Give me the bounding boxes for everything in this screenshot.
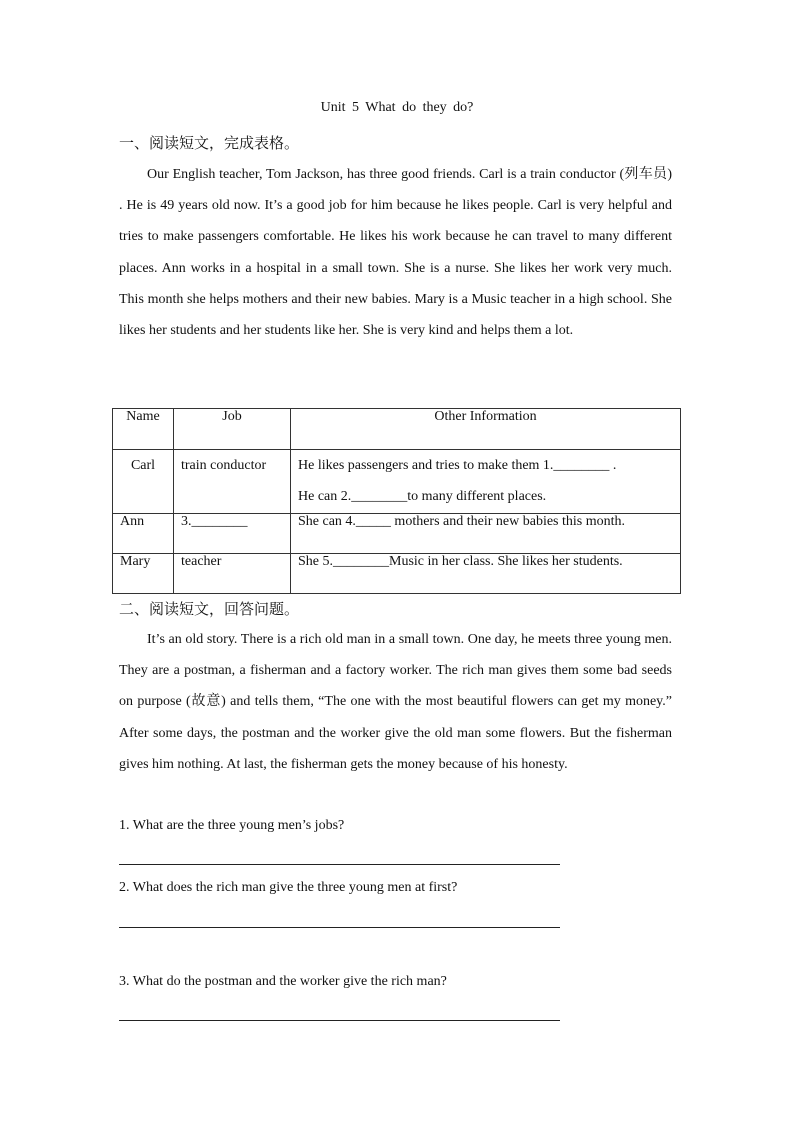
section2-passage: It’s an old story. There is a rich old man in a small town. One day, he meets three young men. They are a postman, a fisherman and a factory worker. The rich man gives them some bad seeds on purpose (故意) and tells them, “The one with the most beautiful flowers can get my money.” After some days, the postman and the worker give the old man some flowers. But the fisherman gives him nothing. At last, the fisherman gets the money because of his honesty. bbox=[119, 632, 672, 772]
section1-heading: 一、阅读短文，完成表格。 bbox=[119, 136, 300, 152]
header-job: Job bbox=[174, 409, 291, 450]
cell-name: Carl bbox=[113, 450, 174, 514]
section2-heading: 二、阅读短文，回答问题。 bbox=[119, 602, 300, 618]
cell-name: Mary bbox=[113, 554, 174, 594]
info-table bbox=[112, 408, 681, 594]
question-2: 2. What does the rich man give the three young men at first? bbox=[119, 880, 458, 895]
cell-job: train conductor bbox=[174, 450, 291, 514]
cell-info: She 5.________Music in her class. She likes her students. bbox=[291, 554, 681, 594]
section1-passage: Our English teacher, Tom Jackson, has three good friends. Carl is a train conductor (列车员) . He is 49 years old now. It’s a good job for him because he likes people. Carl is very helpful and tries to make passengers comfortable. He likes his work because he can travel to many different places. Ann works in a hospital in a small town. She is a nurse. She likes her work very much. This month she helps mothers and their new babies. Mary is a Music teacher in a high school. She likes her students and her students like her. She is very kind and helps them a lot. bbox=[119, 167, 672, 339]
header-name: Name bbox=[113, 409, 174, 450]
cell-info: She can 4._____ mothers and their new babies this month. bbox=[291, 514, 681, 554]
cell-job: 3.________ bbox=[174, 514, 291, 554]
cell-name: Ann bbox=[113, 514, 174, 554]
answer-line-1[interactable] bbox=[119, 864, 560, 865]
info-line: He can 2.________to many different places. bbox=[298, 489, 547, 504]
cell-job: teacher bbox=[174, 554, 291, 594]
info-line: He likes passengers and tries to make them 1.________ . bbox=[298, 458, 617, 473]
question-1: 1. What are the three young men’s jobs? bbox=[119, 818, 345, 833]
table-row bbox=[113, 514, 681, 554]
table-row bbox=[113, 554, 681, 594]
answer-line-2[interactable] bbox=[119, 927, 560, 928]
table-header-row bbox=[113, 409, 681, 450]
table-row bbox=[113, 450, 681, 514]
answer-line-3[interactable] bbox=[119, 1020, 560, 1021]
cell-info bbox=[291, 450, 681, 514]
page-title: Unit 5 What do they do? bbox=[320, 100, 474, 115]
question-3: 3. What do the postman and the worker give the rich man? bbox=[119, 974, 447, 989]
header-info: Other Information bbox=[291, 409, 681, 450]
